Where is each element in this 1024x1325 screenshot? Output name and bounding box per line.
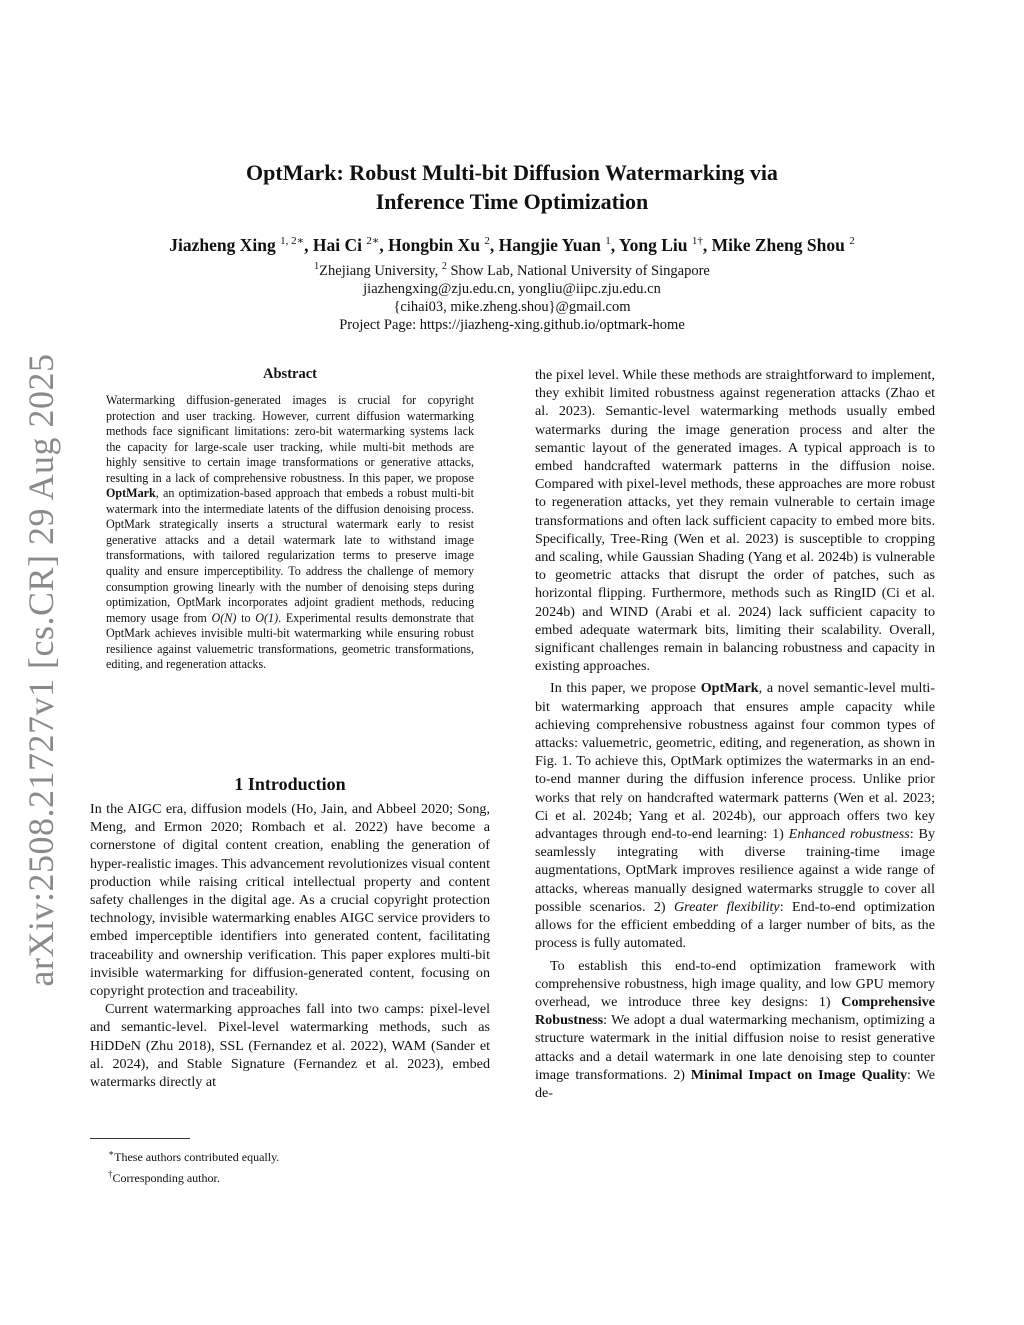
author-mark: 2 — [849, 235, 855, 247]
affiliations — [150, 258, 874, 334]
abstract — [90, 366, 490, 673]
author-mark: 1† — [691, 235, 703, 247]
title-line-2: Inference Time Optimization — [375, 189, 649, 214]
footnotes — [90, 1138, 490, 1187]
author-name: Hangjie Yuan — [498, 234, 601, 255]
author-mark: 1 — [605, 235, 611, 247]
author-name: Jiazheng Xing — [169, 234, 276, 255]
arxiv-stamp-text: arXiv:2508.21727v1 [cs.CR] 29 Aug 2025 — [21, 353, 61, 987]
introduction-body — [90, 800, 490, 1091]
author-mark: 2∗ — [366, 235, 380, 247]
author-mark: 2 — [484, 235, 490, 247]
right-paragraph-1: the pixel level. While these methods are straightforward to implement, they exhibit limited robustness against regeneration attacks (Zhao et al. 2023). Semantic-level watermarking methods usually embed watermarks during the image generation process and alter the semantic layout of the generated images. A typical approach is to embed handcrafted watermark patterns in the diffusion noise. Compared with pixel-level methods, these approaches are more robust to regeneration attacks, yet they remain vulnerable to certain image transformations and often lack sufficient capacity to embed more bits. Specifically, Tree-Ring (Wen et al. 2023) is susceptible to cropping and scaling, while Gaussian Shading (Yang et al. 2024b) is vulnerable to geometric attacks that disrupt the order of patches, such as horizontal flipping. Furthermore, methods such as RingID (Ci et al. 2024b) and WIND (Arabi et al. 2024) lack sufficient capacity to embed adequate watermark bits, limiting their scalability. Overall, significant challenges remain in balancing robustness and capacity in existing approaches. — [535, 367, 935, 675]
intro-paragraph-1: In the AIGC era, diffusion models (Ho, Jain, and Abbeel 2020; Song, Meng, and Ermon 2020; Rombach et al. 2022) have become a cornerstone of digital content creation, enabling the generation of hyper-realistic images. This advancement revolutionizes visual content production while raising critical intellectual property and content safety challenges in the digital age. As a crucial copyright protection technology, invisible watermarking enables AIGC service providers to embed imperceptible identifiers into generated content, facilitating traceability and ownership verification. This paper explores multi-bit invisible watermarking for diffusion-generated content, focusing on copyright protection and traceability. — [90, 801, 490, 1000]
author-mark: 1, 2∗ — [280, 235, 305, 247]
author-name: Mike Zheng Shou — [711, 234, 845, 255]
left-column — [90, 366, 490, 1091]
author-list: Jiazheng Xing $^{1, 2∗}$, Hai Ci $^{2∗}$, Hongbin Xu $^2$, Hangjie Yuan $^1$, Yong Liu $^{1\dagger}$, Mike Zheng Shou $^2$ — [169, 234, 855, 255]
right-paragraph-3: To establish this end-to-end optimization framework with comprehensive robustness, high image quality, and low GPU memory overhead, we introduce three key designs: 1) Comprehensive Robustness: We adopt a dual watermarking mechanism, optimizing a structure watermark in the initial diffusion noise to resist generative attacks and a detail watermark in one late denoising step to counter image transformations. 2) Minimal Impact on Image Quality: We de- — [535, 957, 935, 1101]
email-line-1: jiazhengxing@zju.edu.cn, yongliu@iipc.zju.edu.cn — [363, 280, 661, 297]
project-page: Project Page: https://jiazheng-xing.github.io/optmark-home — [339, 316, 685, 333]
footnote-2: †Corresponding author. — [108, 1169, 220, 1185]
author-name: Hongbin Xu — [388, 234, 481, 255]
institution-line: $^1$Zhejiang University, $^2$ Show Lab, National University of Singapore — [314, 261, 710, 279]
title-line-1: OptMark: Robust Multi-bit Diffusion Watermarking via — [246, 160, 778, 185]
footnote-1: ∗These authors contributed equally. — [108, 1148, 280, 1164]
intro-paragraph-2: Current watermarking approaches fall into two camps: pixel-level and semantic-level. Pixel-level watermarking methods, such as HiDDeN (Zhu 2018), SSL (Fernandez et al. 2022), WAM (Sander et al. 2024), and Stable Signature (Fernandez et al. 2023), embed watermarks directly at — [90, 1001, 490, 1091]
right-paragraph-2: In this paper, we propose OptMark, a novel semantic-level multi-bit watermarking approach that ensures ample capacity while achieving comprehensive robustness against four common types of attacks: valuemetric, geometric, editing, and regeneration, as shown in Fig. 1. To achieve this, OptMark optimizes the watermarks in an end-to-end manner during the diffusion inference process. Unlike prior works that rely on handcrafted watermark patterns (Wen et al. 2023; Ci et al. 2024b; Yang et al. 2024b), our approach offers two key advantages through end-to-end learning: 1) Enhanced robustness: By seamlessly integrating with diverse training-time image augmentations, OptMark improves resilience against a wide range of attacks, whereas manually designed watermarks struggle to cover all possible scenarios. 2) Greater flexibility: End-to-end optimization allows for the efficient embedding of a larger number of bits, as the process is fully automated. — [535, 680, 936, 952]
abstract-heading: Abstract — [263, 366, 317, 382]
author-name: Hai Ci — [312, 234, 362, 255]
abstract-text: Watermarking diffusion-generated images is crucial for copyright protection and user tracking. However, current diffusion watermarking methods face significant limitations: zero-bit watermarking systems lack the capacity for large-scale user tracking, while multi-bit methods are highly sensitive to certain image transformations or generative attacks, resulting in a lack of comprehensive robustness. In this paper, we propose OptMark, an optimization-based approach that embeds a robust multi-bit watermark into the intermediate latents of the diffusion denoising process. OptMark strategically inserts a structural watermark early to resist generative attacks and a detail watermark late to withstand image transformations, with tailored regularization terms to preserve image quality and ensure imperceptibility. To address the challenge of memory consumption growing linearly with the number of denoising steps during optimization, OptMark incorporates adjoint gradient methods, reducing memory usage from O(N) to O(1). Experimental results demonstrate that OptMark achieves invisible multi-bit watermarking while ensuring robust resilience against valuemetric transformations, geometric transformations, editing, and regeneration attacks. — [106, 393, 474, 672]
author-name: Yong Liu — [618, 234, 688, 255]
right-column — [535, 366, 935, 1106]
email-line-2: {cihai03, mike.zheng.shou}@gmail.com — [393, 298, 631, 315]
footnote-rule — [90, 1138, 190, 1139]
section-heading-introduction: 1 Introduction — [234, 774, 346, 794]
arxiv-stamp — [16, 353, 66, 987]
paper-title — [150, 158, 874, 216]
